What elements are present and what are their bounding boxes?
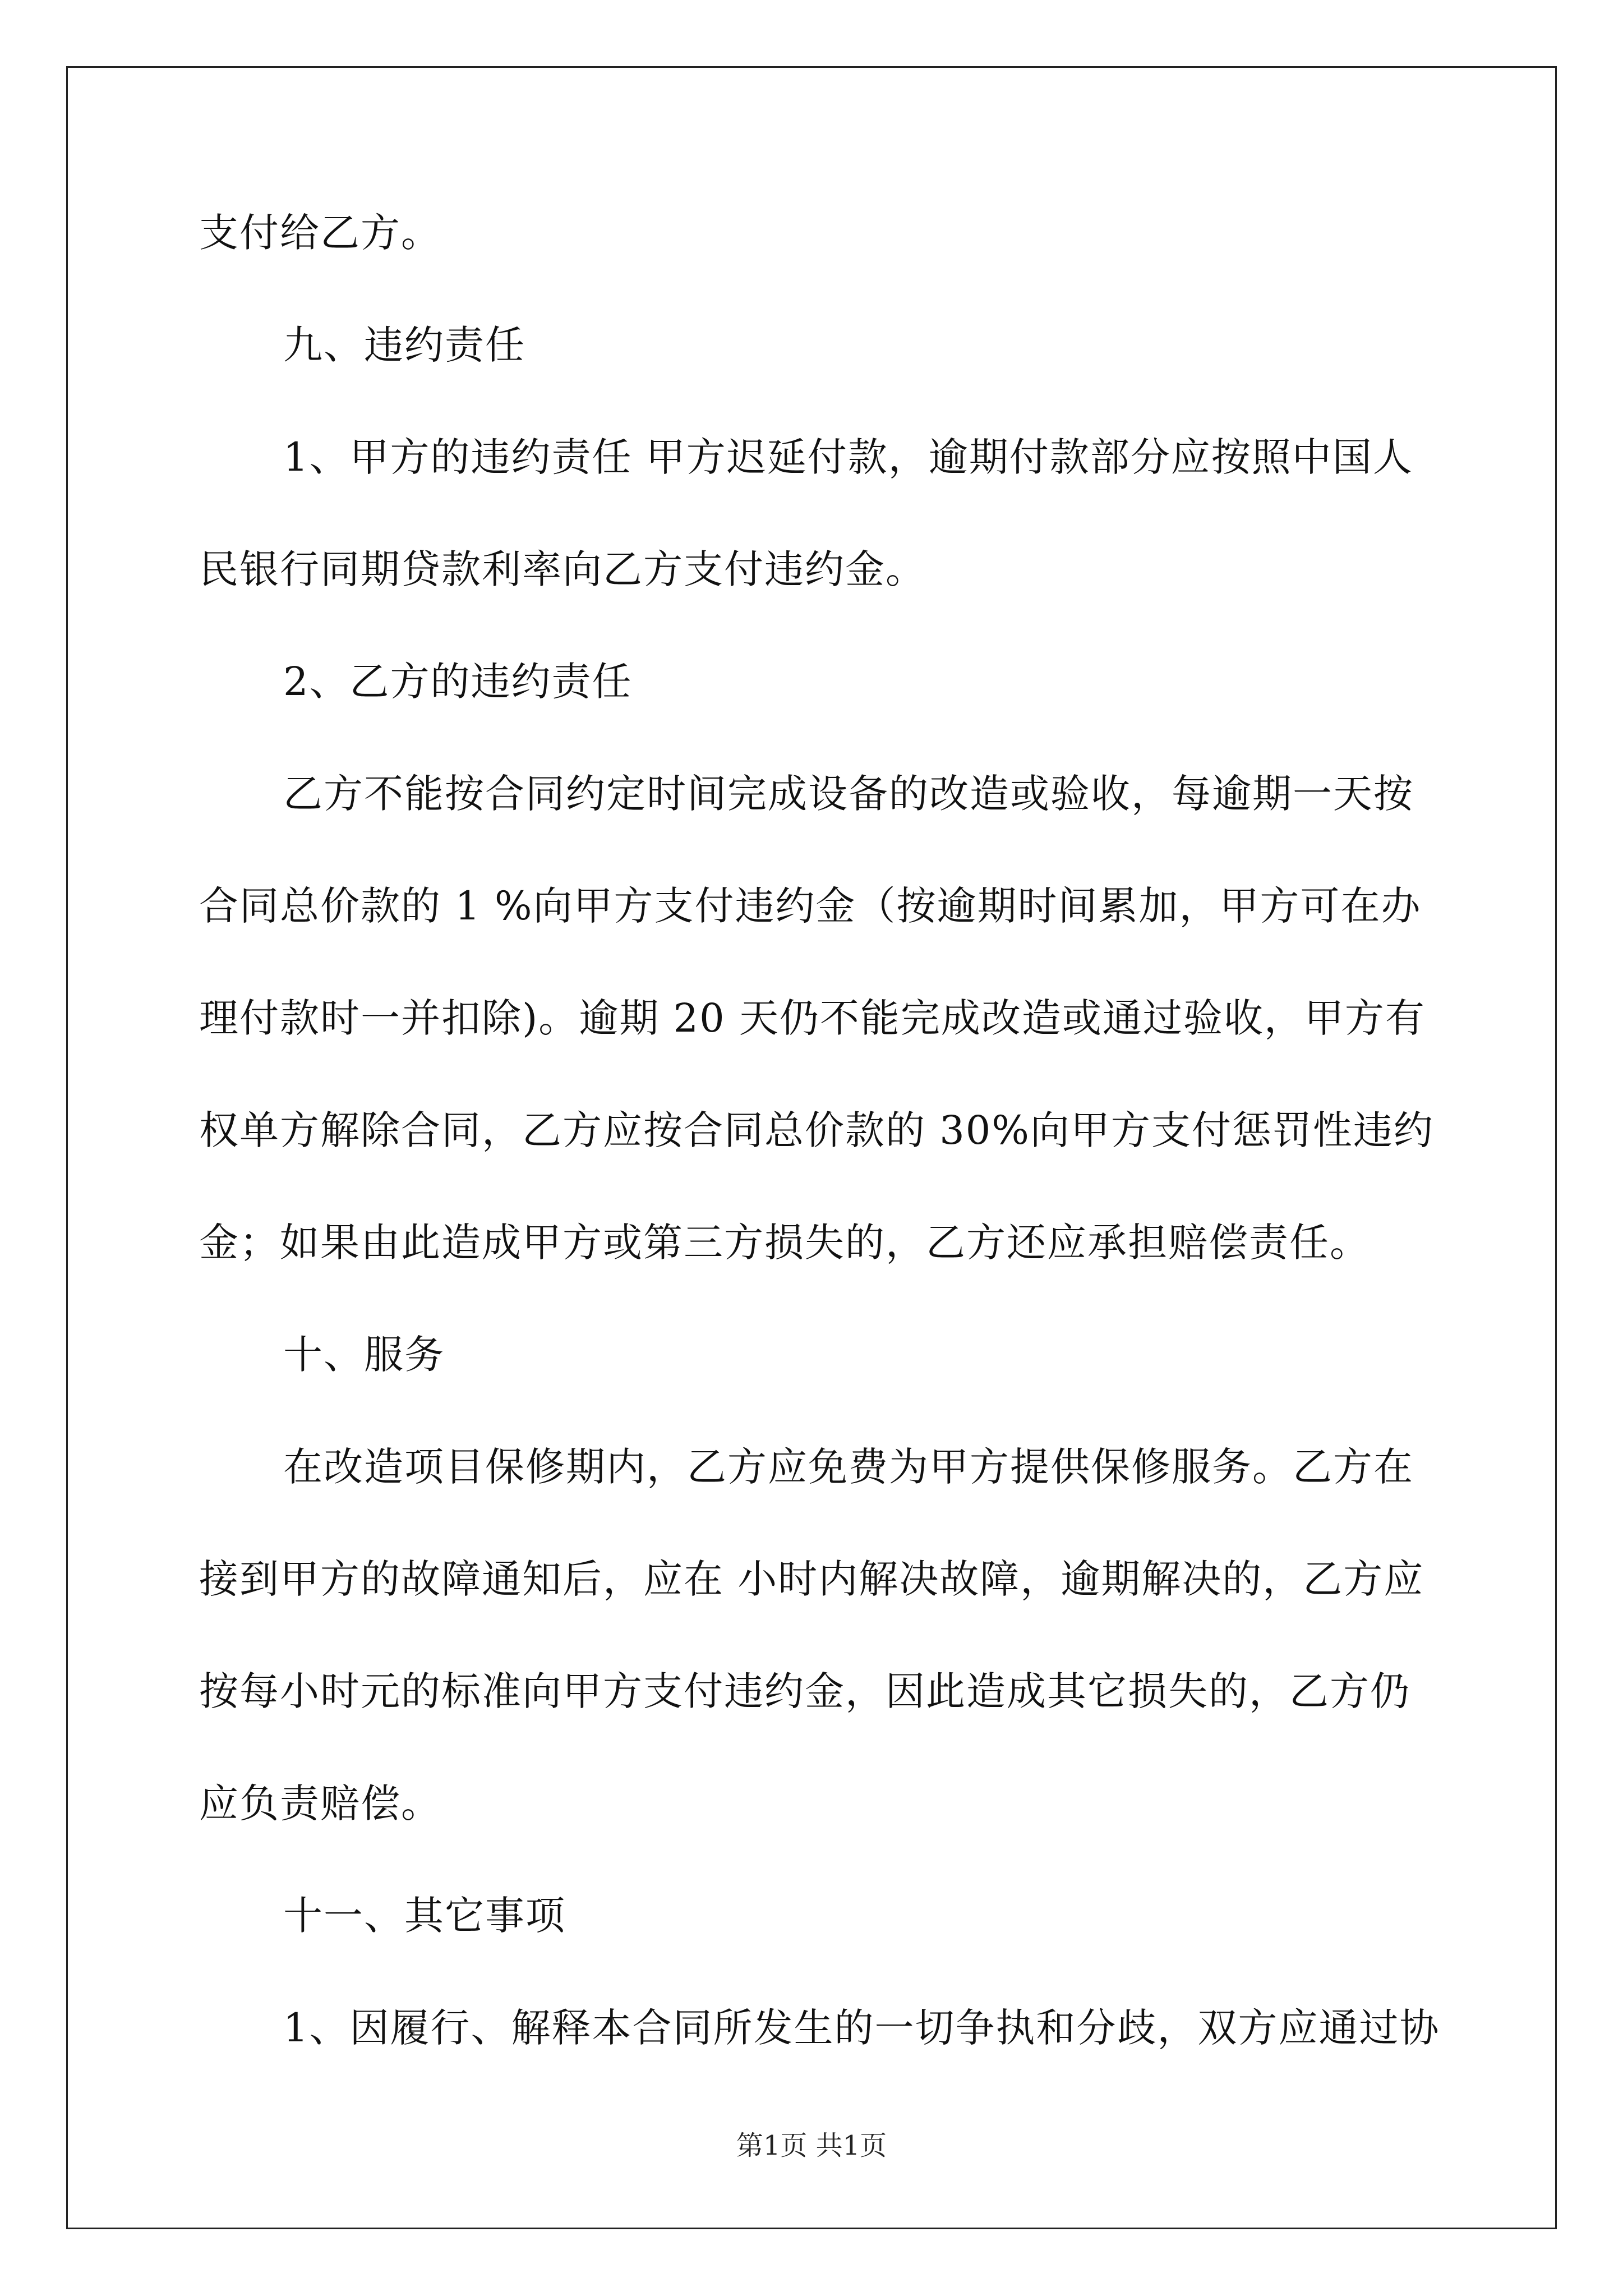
paragraph-line: 合同总价款的 1 %向甲方支付违约金（按逾期时间累加，甲方可在办 xyxy=(199,883,1422,929)
section-heading-service: 十、服务 xyxy=(283,1332,445,1378)
section-heading-other-matters: 十一、其它事项 xyxy=(283,1893,566,1939)
paragraph-line: 应负责赔偿。 xyxy=(199,1780,441,1826)
paragraph-line: 在改造项目保修期内，乙方应免费为甲方提供保修服务。乙方在 xyxy=(283,1444,1414,1490)
page-number-footer: 第1页 共1页 xyxy=(736,2130,887,2161)
section-heading-breach: 九、违约责任 xyxy=(283,322,525,368)
paragraph-line: 民银行同期贷款利率向乙方支付违约金。 xyxy=(199,546,926,592)
paragraph-line: 1、因履行、解释本合同所发生的一切争执和分歧，双方应通过协 xyxy=(283,2005,1440,2051)
paragraph-line: 按每小时元的标准向甲方支付违约金，因此造成其它损失的，乙方仍 xyxy=(199,1668,1410,1714)
paragraph-line: 1、甲方的违约责任 甲方迟延付款，逾期付款部分应按照中国人 xyxy=(283,434,1413,480)
paragraph-line: 支付给乙方。 xyxy=(199,210,441,256)
paragraph-line: 权单方解除合同，乙方应按合同总价款的 30%向甲方支付惩罚性违约 xyxy=(199,1107,1434,1153)
paragraph-line: 金；如果由此造成甲方或第三方损失的，乙方还应承担赔偿责任。 xyxy=(199,1220,1370,1266)
paragraph-line: 接到甲方的故障通知后，应在 小时内解决故障，逾期解决的，乙方应 xyxy=(199,1556,1424,1602)
paragraph-line: 理付款时一并扣除)。逾期 20 天仍不能完成改造或通过验收，甲方有 xyxy=(199,995,1426,1041)
paragraph-line: 乙方不能按合同约定时间完成设备的改造或验收，每逾期一天按 xyxy=(283,771,1414,817)
subheading-party-b-breach: 2、乙方的违约责任 xyxy=(283,659,633,705)
